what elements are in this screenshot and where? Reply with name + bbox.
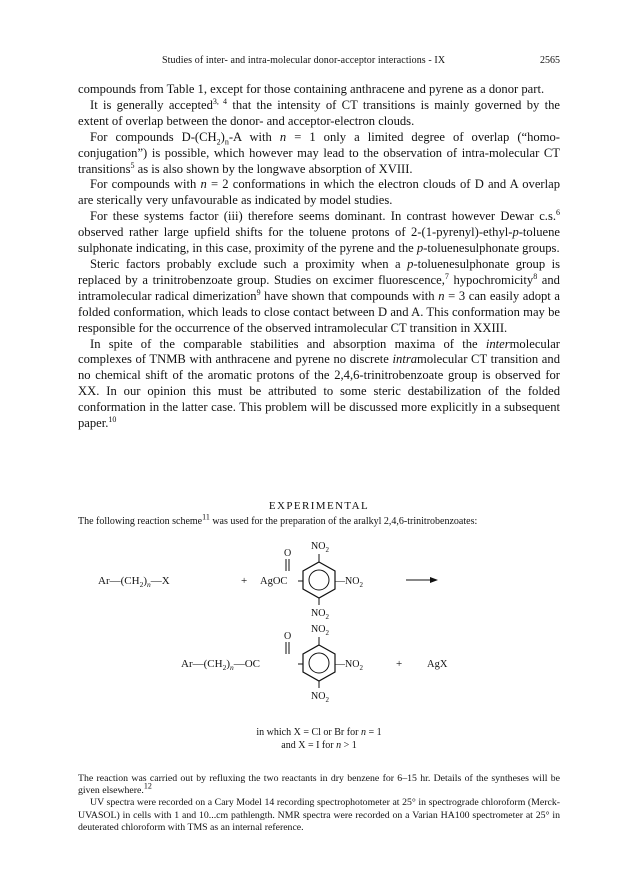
running-title: Studies of inter- and intra-molecular donor-acceptor interactions - IX [162, 55, 446, 66]
paragraph-7: In spite of the comparable stabilities and absorption maxima of the intermolecular complexes of TNMB with anthracene and pyrene no discrete intramolecular CT transition and no chemical shift of the aromatic protons of the 2,4,6-trinitrobenzoate group is observed for XX. In our opinion this must be attributed to some steric destabilization of the folded conformation in the latter case. This problem will be discussed more explicitly in a subsequent paper.$^{10}$ [78, 336, 560, 431]
aromatic-circle [309, 570, 329, 590]
nitro-group: $NO_2$ [311, 608, 329, 621]
product-ester: $Ar—(CH_2)_n—OC$ [181, 658, 261, 672]
silver-carboxylate-prefix: AgOC [260, 576, 288, 587]
scheme-conditions [78, 727, 560, 752]
paragraph-4: For compounds with n = 2 conformations in which the electron clouds of D and A overlap are sterically very unfavourable as indicated by model studies. [78, 177, 560, 208]
paragraph-3: For compounds $D-(CH_2)_n-A$ with n = 1 only a limited degree of overlap (“homo-conjugation”) is possible, which however may lead to the observation of intra-molecular CT transitions$^5$ as is also shown by the longwave absorption of XVIII. [78, 129, 561, 176]
section-heading: EXPERIMENTAL [268, 500, 370, 512]
reference-marker: 9 [256, 287, 261, 297]
body-text [78, 82, 560, 432]
condition-line-2: and X = I for n > 1 [281, 739, 357, 751]
reaction-scheme-drawing [78, 532, 560, 712]
carbonyl-oxygen: O [284, 631, 292, 642]
benzene-ring [303, 645, 335, 681]
reference-marker: 3, 4 [212, 96, 228, 106]
reference-marker: 11 [202, 512, 210, 522]
carbonyl-oxygen: O [284, 548, 292, 559]
note-instrumentation: UV spectra were recorded on a Cary Model 14 recording spectrophotometer at 25° in spectrograde chloroform (Merck-UVASOL) in cells with 1 and 10...cm pathlength. NMR spectra were recorded on a Varian HA100 spectrometer at 25° in deuterated chloroform with TMS as an internal reference. [78, 797, 560, 833]
plus-sign: + [396, 658, 403, 670]
condition-line-1: in which X = Cl or Br for n = 1 [256, 727, 382, 738]
nitro-group: $—NO_2$ [335, 659, 363, 672]
plus-sign: + [241, 575, 248, 587]
benzene-ring [303, 562, 335, 598]
paragraph-5: For these systems factor (iii) therefore seems dominant. In contrast however Dewar c.s.$^6$ observed rather large upfield shifts for the toluene protons of 2-(1-pyrenyl)-ethyl-p-toluene sulphonate indicating, in this case, proximity of the pyrene and the p-toluenesulphonate groups. [78, 208, 560, 256]
nitro-group: $NO_2$ [311, 541, 329, 554]
experimental-notes [78, 773, 560, 834]
reference-marker: 10 [108, 414, 117, 424]
nitro-group: $NO_2$ [311, 624, 329, 637]
reference-marker: 12 [143, 781, 152, 791]
page-number: 2565 [540, 55, 560, 66]
note-synthesis: The reaction was carried out by refluxing the two reactants in dry benzene for 6–15 hr. Details of the syntheses will be given elsewhere.$^{12}$ [78, 773, 560, 797]
reference-marker: 6 [556, 208, 560, 218]
paragraph-1: compounds from Table 1, except for those containing anthracene and pyrene as a donor part. [78, 82, 545, 96]
reference-marker: 8 [533, 271, 538, 281]
aromatic-circle [309, 653, 329, 673]
scheme-intro: The following reaction scheme$^{11}$ was used for the preparation of the aralkyl 2,4,6-trinitrobenzoates: [78, 512, 478, 527]
paragraph-6: Steric factors probably exclude such a proximity when a p-toluenesulphonate group is replaced by a trinitrobenzoate group. Studies on excimer fluorescence,$^7$ hypochromicity$^8$ and intramolecular radical dimerization$^9$ have shown that compounds with n = 3 can easily adopt a folded conformation, which leads to close contact between D and A. This conformation may be responsible for the occurrence of the observed intramolecular CT transition in XXIII. [78, 256, 560, 335]
reference-marker: 5 [130, 160, 135, 170]
reaction-arrow-head [430, 577, 438, 583]
nitro-group: $NO_2$ [311, 691, 329, 704]
silver-halide: AgX [427, 659, 448, 670]
reaction-scheme [78, 532, 560, 712]
reference-marker: 7 [444, 271, 449, 281]
nitro-group: $—NO_2$ [335, 576, 363, 589]
paragraph-2: It is generally accepted$^{3, 4}$ that the intensity of CT transitions is mainly governed by the extent of overlap between the donor- and acceptor-electron clouds. [78, 96, 561, 128]
reactant-aralkyl-halide: $Ar—(CH_2)_n—X$ [98, 575, 170, 589]
